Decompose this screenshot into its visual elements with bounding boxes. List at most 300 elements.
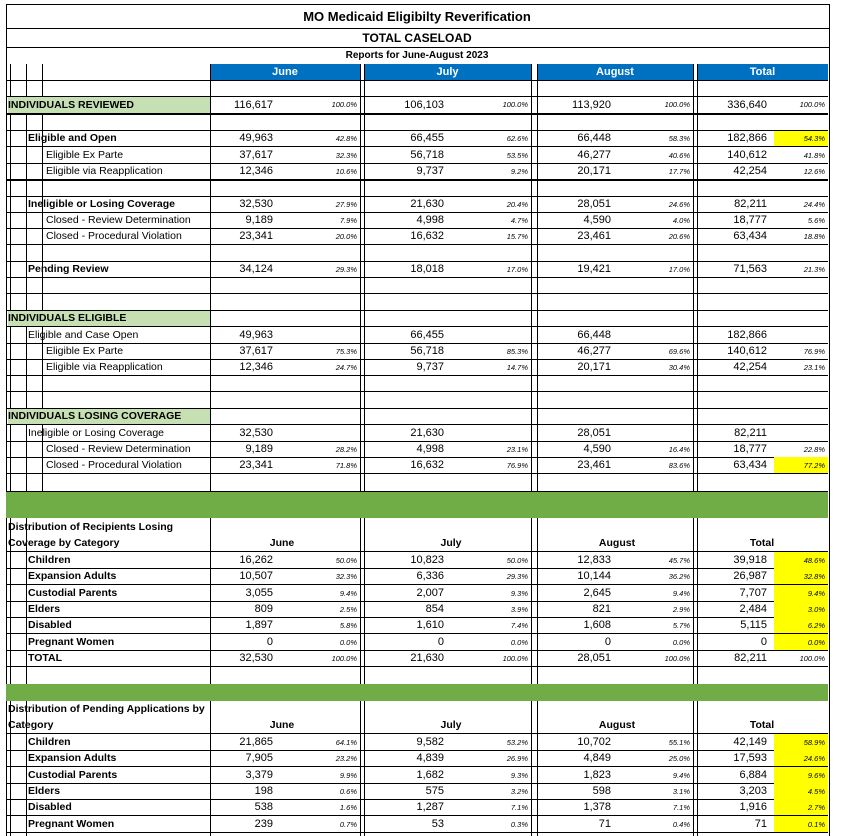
row-value: 9,582 bbox=[416, 736, 444, 748]
row-value: 82,211 bbox=[734, 427, 767, 439]
row-value: 182,866 bbox=[727, 132, 767, 144]
month-header-june: June bbox=[210, 64, 360, 80]
heading-value: 336,640 bbox=[727, 98, 767, 111]
row-value: 4,590 bbox=[583, 214, 611, 226]
row-percent: 5.8% bbox=[339, 620, 357, 630]
green-band-pending bbox=[6, 684, 828, 701]
row-label: TOTAL bbox=[28, 652, 63, 664]
row-value: 12,346 bbox=[239, 165, 273, 177]
row-value: 3,055 bbox=[245, 587, 273, 599]
row-value: 809 bbox=[254, 603, 273, 615]
row-percent: 85.3% bbox=[506, 346, 528, 356]
row-label: Eligible Ex Parte bbox=[46, 345, 124, 357]
table-row bbox=[0, 750, 843, 766]
row-percent: 55.1% bbox=[668, 737, 690, 747]
row-border bbox=[6, 473, 828, 474]
row-value: 28,051 bbox=[577, 652, 611, 664]
dist-pending-heading2 bbox=[0, 717, 843, 733]
table-row bbox=[0, 147, 843, 163]
dist-losing-title-line1: Distribution of Recipients Losing bbox=[8, 521, 174, 533]
row-percent: 53.2% bbox=[506, 737, 528, 747]
row-percent: 58.9% bbox=[774, 734, 828, 750]
month-header-august: August bbox=[537, 64, 693, 80]
dist-losing-month-june: June bbox=[269, 537, 295, 549]
row-value: 66,448 bbox=[577, 329, 611, 341]
row-value: 7,707 bbox=[739, 587, 767, 599]
row-percent: 3.2% bbox=[510, 786, 528, 796]
row-border bbox=[6, 114, 828, 115]
row-label: Ineligible or Losing Coverage bbox=[28, 198, 176, 210]
row-value: 20,171 bbox=[577, 361, 611, 373]
row-percent: 50.0% bbox=[335, 555, 357, 565]
period-row bbox=[0, 48, 843, 63]
row-percent: 50.0% bbox=[506, 555, 528, 565]
row-value: 9,189 bbox=[245, 443, 273, 455]
dist-pending-heading1 bbox=[0, 701, 843, 717]
row-percent: 7.9% bbox=[339, 215, 357, 225]
row-value: 23,341 bbox=[239, 459, 273, 471]
row-percent: 27.9% bbox=[335, 199, 357, 209]
row-percent: 100.0% bbox=[331, 653, 357, 663]
row-value: 4,849 bbox=[583, 752, 611, 764]
heading-percent: 100.0% bbox=[799, 100, 825, 109]
table-row bbox=[0, 634, 843, 650]
row-percent: 10.6% bbox=[335, 166, 357, 176]
dist-losing-month-august: August bbox=[598, 537, 636, 549]
row-value: 66,448 bbox=[577, 132, 611, 144]
table-row bbox=[0, 261, 843, 277]
row-percent: 2.9% bbox=[672, 604, 690, 614]
row-percent: 7.1% bbox=[510, 802, 528, 812]
row-percent: 62.6% bbox=[506, 133, 528, 143]
row-value: 46,277 bbox=[577, 345, 611, 357]
month-header-total: Total bbox=[697, 64, 828, 80]
row-border bbox=[6, 491, 828, 492]
row-percent: 25.0% bbox=[668, 753, 690, 763]
row-label: Children bbox=[28, 554, 71, 566]
row-percent: 42.8% bbox=[335, 133, 357, 143]
row-value: 82,211 bbox=[734, 652, 767, 664]
row-value: 71,563 bbox=[733, 263, 767, 275]
dist-pending-month-july: July bbox=[440, 719, 462, 731]
row-percent: 17.7% bbox=[668, 166, 690, 176]
row-percent: 20.6% bbox=[668, 231, 690, 241]
row-value: 56,718 bbox=[410, 345, 444, 357]
table-row bbox=[0, 457, 843, 473]
row-percent: 0.3% bbox=[510, 819, 528, 829]
row-percent: 23.1% bbox=[803, 362, 825, 372]
row-percent bbox=[276, 425, 357, 441]
row-value: 1,608 bbox=[583, 619, 611, 631]
dist-losing-title-line2: Coverage by Category bbox=[8, 537, 120, 549]
section-heading-losing: INDIVIDUALS LOSING COVERAGE bbox=[8, 408, 210, 424]
row-label: Pregnant Women bbox=[28, 636, 115, 648]
row-value: 28,051 bbox=[577, 427, 611, 439]
row-value: 2,007 bbox=[416, 587, 444, 599]
row-value: 71 bbox=[754, 818, 767, 830]
row-value: 854 bbox=[425, 603, 444, 615]
title-row bbox=[0, 5, 843, 27]
row-percent: 6.2% bbox=[774, 617, 828, 633]
row-value: 16,632 bbox=[410, 459, 444, 471]
table-row bbox=[0, 552, 843, 568]
row-value: 34,124 bbox=[239, 263, 273, 275]
row-percent: 100.0% bbox=[502, 653, 528, 663]
row-value: 82,211 bbox=[734, 198, 767, 210]
row-label: Expansion Adults bbox=[28, 570, 117, 582]
row-value: 23,461 bbox=[577, 459, 611, 471]
table-row bbox=[0, 212, 843, 228]
page-title: MO Medicaid Eligibilty Reverification bbox=[303, 8, 531, 24]
row-percent: 26.9% bbox=[506, 753, 528, 763]
row-percent: 100.0% bbox=[799, 653, 825, 663]
row-value: 0 bbox=[604, 636, 611, 648]
table-row bbox=[0, 359, 843, 375]
row-percent: 18.8% bbox=[803, 231, 825, 241]
row-value: 12,833 bbox=[577, 554, 611, 566]
row-label: Closed - Review Determination bbox=[46, 443, 191, 455]
row-value: 9,737 bbox=[416, 165, 444, 177]
row-label: Closed - Procedural Violation bbox=[46, 459, 182, 471]
row-value: 71 bbox=[598, 818, 611, 830]
section-heading-reviewed: INDIVIDUALS REVIEWED bbox=[8, 96, 210, 113]
dist-pending-month-august: August bbox=[598, 719, 636, 731]
row-border bbox=[6, 261, 828, 262]
row-percent: 30.4% bbox=[668, 362, 690, 372]
row-value: 18,777 bbox=[733, 214, 767, 226]
row-value: 66,455 bbox=[410, 132, 444, 144]
row-value: 1,378 bbox=[583, 801, 611, 813]
row-percent: 0.0% bbox=[510, 637, 528, 647]
row-percent: 24.7% bbox=[335, 362, 357, 372]
row-percent: 1.6% bbox=[339, 802, 357, 812]
row-value: 239 bbox=[254, 818, 273, 830]
row-percent: 41.8% bbox=[803, 150, 825, 160]
row-percent: 15.7% bbox=[506, 231, 528, 241]
dist-pending-title-line2: Category bbox=[8, 719, 54, 731]
row-value: 1,287 bbox=[416, 801, 444, 813]
row-value: 37,617 bbox=[239, 149, 273, 161]
row-value: 6,336 bbox=[416, 570, 444, 582]
row-value: 42,254 bbox=[733, 361, 767, 373]
row-border bbox=[6, 244, 828, 245]
row-value: 3,379 bbox=[245, 769, 273, 781]
row-value: 32,530 bbox=[239, 652, 273, 664]
row-percent: 14.7% bbox=[506, 362, 528, 372]
row-percent bbox=[447, 425, 528, 441]
row-percent: 100.0% bbox=[664, 653, 690, 663]
row-percent: 32.8% bbox=[774, 568, 828, 584]
dist-pending-month-june: June bbox=[269, 719, 295, 731]
row-percent: 9.4% bbox=[672, 588, 690, 598]
reviewed-heading-row bbox=[0, 96, 843, 113]
row-value: 32,530 bbox=[239, 427, 273, 439]
row-value: 3,203 bbox=[739, 785, 767, 797]
row-percent: 9.6% bbox=[774, 767, 828, 783]
table-row bbox=[0, 425, 843, 441]
row-value: 7,905 bbox=[245, 752, 273, 764]
row-value: 1,823 bbox=[583, 769, 611, 781]
row-percent: 5.6% bbox=[807, 215, 825, 225]
row-percent: 9.2% bbox=[510, 166, 528, 176]
row-value: 21,630 bbox=[410, 198, 444, 210]
month-header-row bbox=[0, 64, 843, 80]
dist-losing-heading1 bbox=[0, 519, 843, 535]
row-percent: 0.0% bbox=[339, 637, 357, 647]
row-percent: 5.7% bbox=[672, 620, 690, 630]
row-value: 63,434 bbox=[733, 230, 767, 242]
row-value: 10,702 bbox=[577, 736, 611, 748]
row-percent: 7.4% bbox=[510, 620, 528, 630]
table-row bbox=[0, 650, 843, 666]
table-row bbox=[0, 816, 843, 832]
row-value: 0 bbox=[437, 636, 444, 648]
row-percent: 17.0% bbox=[506, 264, 528, 274]
row-percent: 0.7% bbox=[339, 819, 357, 829]
row-border bbox=[6, 96, 828, 97]
row-label: Pending Review bbox=[28, 263, 109, 275]
row-percent: 24.6% bbox=[774, 750, 828, 766]
row-percent: 0.0% bbox=[672, 637, 690, 647]
row-percent: 21.3% bbox=[803, 264, 825, 274]
row-value: 66,455 bbox=[410, 329, 444, 341]
row-value: 1,610 bbox=[416, 619, 444, 631]
row-value: 18,777 bbox=[733, 443, 767, 455]
row-percent: 0.0% bbox=[774, 634, 828, 650]
table-row bbox=[0, 568, 843, 584]
row-value: 10,507 bbox=[239, 570, 273, 582]
row-border bbox=[6, 293, 828, 294]
row-value: 16,632 bbox=[410, 230, 444, 242]
row-value: 42,254 bbox=[733, 165, 767, 177]
row-label: Pregnant Women bbox=[28, 818, 115, 830]
row-value: 49,963 bbox=[239, 132, 273, 144]
table-row bbox=[0, 585, 843, 601]
row-percent: 9.3% bbox=[510, 770, 528, 780]
row-percent: 2.7% bbox=[774, 799, 828, 815]
row-label: Children bbox=[28, 736, 71, 748]
row-value: 10,144 bbox=[577, 570, 611, 582]
row-value: 2,645 bbox=[583, 587, 611, 599]
row-value: 20,171 bbox=[577, 165, 611, 177]
losing-heading-row bbox=[0, 408, 843, 424]
table-row bbox=[0, 734, 843, 750]
row-label: Disabled bbox=[28, 801, 72, 813]
table-row bbox=[0, 228, 843, 244]
row-value: 4,590 bbox=[583, 443, 611, 455]
dist-losing-month-july: July bbox=[440, 537, 462, 549]
dist-losing-heading2 bbox=[0, 535, 843, 551]
row-percent: 48.6% bbox=[774, 552, 828, 568]
row-value: 9,737 bbox=[416, 361, 444, 373]
heading-percent: 100.0% bbox=[664, 100, 690, 109]
row-percent: 12.6% bbox=[803, 166, 825, 176]
table-row bbox=[0, 327, 843, 343]
row-border bbox=[6, 666, 828, 667]
row-value: 16,262 bbox=[239, 554, 273, 566]
table-row bbox=[0, 783, 843, 799]
row-percent: 3.0% bbox=[774, 601, 828, 617]
subtitle-row bbox=[0, 29, 843, 47]
row-percent: 0.4% bbox=[672, 819, 690, 829]
row-value: 1,682 bbox=[416, 769, 444, 781]
row-value: 23,461 bbox=[577, 230, 611, 242]
row-percent: 75.3% bbox=[335, 346, 357, 356]
row-percent: 3.9% bbox=[510, 604, 528, 614]
row-border bbox=[6, 196, 828, 197]
row-percent: 4.0% bbox=[672, 215, 690, 225]
row-value: 49,963 bbox=[239, 329, 273, 341]
row-value: 4,839 bbox=[416, 752, 444, 764]
row-percent: 76.9% bbox=[803, 346, 825, 356]
row-label: Eligible and Case Open bbox=[28, 329, 139, 341]
row-value: 39,918 bbox=[733, 554, 767, 566]
row-value: 21,865 bbox=[239, 736, 273, 748]
heading-value: 116,617 bbox=[234, 98, 273, 111]
row-percent: 23.2% bbox=[335, 753, 357, 763]
row-value: 538 bbox=[254, 801, 273, 813]
row-percent bbox=[770, 425, 825, 441]
row-percent: 64.1% bbox=[335, 737, 357, 747]
row-label: Custodial Parents bbox=[28, 769, 118, 781]
row-value: 598 bbox=[592, 785, 611, 797]
row-percent: 53.5% bbox=[506, 150, 528, 160]
row-percent: 54.3% bbox=[774, 130, 828, 146]
row-value: 17,593 bbox=[733, 752, 767, 764]
row-value: 46,277 bbox=[577, 149, 611, 161]
row-label: Eligible and Open bbox=[28, 132, 117, 144]
table-row bbox=[0, 441, 843, 457]
row-value: 12,346 bbox=[239, 361, 273, 373]
row-percent: 0.6% bbox=[339, 786, 357, 796]
dist-pending-month-total: Total bbox=[749, 719, 775, 731]
row-percent: 71.8% bbox=[335, 460, 357, 470]
row-percent: 4.5% bbox=[774, 783, 828, 799]
row-value: 56,718 bbox=[410, 149, 444, 161]
row-value: 21,630 bbox=[410, 427, 444, 439]
row-value: 821 bbox=[592, 603, 611, 615]
row-percent: 9.4% bbox=[672, 770, 690, 780]
row-percent: 77.2% bbox=[774, 457, 828, 473]
row-value: 37,617 bbox=[239, 345, 273, 357]
row-value: 21,630 bbox=[410, 652, 444, 664]
row-border bbox=[6, 391, 828, 392]
row-value: 4,998 bbox=[416, 443, 444, 455]
row-value: 6,884 bbox=[739, 769, 767, 781]
row-value: 18,018 bbox=[410, 263, 444, 275]
row-percent: 20.4% bbox=[506, 199, 528, 209]
dist-losing-month-total: Total bbox=[749, 537, 775, 549]
row-border bbox=[6, 130, 828, 131]
row-value: 42,149 bbox=[733, 736, 767, 748]
row-value: 1,916 bbox=[739, 801, 767, 813]
row-percent: 7.1% bbox=[672, 802, 690, 812]
table-row bbox=[0, 130, 843, 146]
row-percent: 29.3% bbox=[335, 264, 357, 274]
row-label: Closed - Procedural Violation bbox=[46, 230, 182, 242]
row-percent: 3.1% bbox=[672, 786, 690, 796]
green-band-losing bbox=[6, 491, 828, 518]
table-row bbox=[0, 601, 843, 617]
dist-pending-title-line1: Distribution of Pending Applications by bbox=[8, 703, 205, 715]
row-percent: 58.3% bbox=[668, 133, 690, 143]
row-percent: 2.5% bbox=[339, 604, 357, 614]
report-period: Reports for June-August 2023 bbox=[345, 50, 489, 61]
row-border bbox=[6, 180, 828, 181]
row-label: Elders bbox=[28, 603, 61, 615]
row-percent: 28.2% bbox=[335, 444, 357, 454]
row-percent: 45.7% bbox=[668, 555, 690, 565]
row-percent: 9.3% bbox=[510, 588, 528, 598]
heading-percent: 100.0% bbox=[502, 100, 528, 109]
row-label: Eligible via Reapplication bbox=[46, 165, 163, 177]
table-row bbox=[0, 799, 843, 815]
row-percent: 17.0% bbox=[668, 264, 690, 274]
row-value: 26,987 bbox=[733, 570, 767, 582]
row-value: 53 bbox=[431, 818, 444, 830]
row-value: 28,051 bbox=[577, 198, 611, 210]
row-value: 9,189 bbox=[245, 214, 273, 226]
row-percent bbox=[276, 327, 357, 343]
row-percent bbox=[614, 425, 690, 441]
row-percent bbox=[614, 327, 690, 343]
row-percent: 9.9% bbox=[339, 770, 357, 780]
row-percent: 24.6% bbox=[668, 199, 690, 209]
row-value: 23,341 bbox=[239, 230, 273, 242]
row-value: 5,115 bbox=[740, 619, 767, 631]
row-percent: 24.4% bbox=[803, 199, 825, 209]
heading-percent: 100.0% bbox=[331, 100, 357, 109]
eligible-heading-row bbox=[0, 310, 843, 326]
row-value: 575 bbox=[425, 785, 444, 797]
row-border bbox=[6, 408, 828, 409]
row-border bbox=[6, 310, 828, 311]
row-percent: 69.6% bbox=[668, 346, 690, 356]
row-percent: 16.4% bbox=[668, 444, 690, 454]
row-value: 140,612 bbox=[727, 149, 767, 161]
table-row bbox=[0, 617, 843, 633]
row-value: 198 bbox=[254, 785, 273, 797]
row-percent: 0.1% bbox=[774, 816, 828, 832]
row-label: Elders bbox=[28, 785, 61, 797]
month-header-july: July bbox=[364, 64, 531, 80]
row-value: 10,823 bbox=[410, 554, 444, 566]
section-heading-eligible: INDIVIDUALS ELIGIBLE bbox=[8, 310, 210, 326]
table-row bbox=[0, 343, 843, 359]
row-value: 1,897 bbox=[245, 619, 273, 631]
row-percent: 22.8% bbox=[803, 444, 825, 454]
row-border bbox=[6, 375, 828, 376]
row-value: 0 bbox=[760, 636, 767, 648]
row-value: 0 bbox=[266, 636, 273, 648]
row-percent: 40.6% bbox=[668, 150, 690, 160]
row-value: 63,434 bbox=[733, 459, 767, 471]
row-value: 140,612 bbox=[727, 345, 767, 357]
row-value: 4,998 bbox=[416, 214, 444, 226]
row-percent: 29.3% bbox=[506, 571, 528, 581]
row-percent: 76.9% bbox=[506, 460, 528, 470]
row-label: Expansion Adults bbox=[28, 752, 117, 764]
table-row bbox=[0, 196, 843, 212]
row-value: 19,421 bbox=[577, 263, 611, 275]
heading-value: 106,103 bbox=[404, 98, 444, 111]
row-label: Closed - Review Determination bbox=[46, 214, 191, 226]
row-percent: 4.7% bbox=[510, 215, 528, 225]
row-percent: 32.3% bbox=[335, 571, 357, 581]
row-label: Custodial Parents bbox=[28, 587, 118, 599]
row-label: Eligible via Reapplication bbox=[46, 361, 163, 373]
row-percent: 9.4% bbox=[774, 585, 828, 601]
